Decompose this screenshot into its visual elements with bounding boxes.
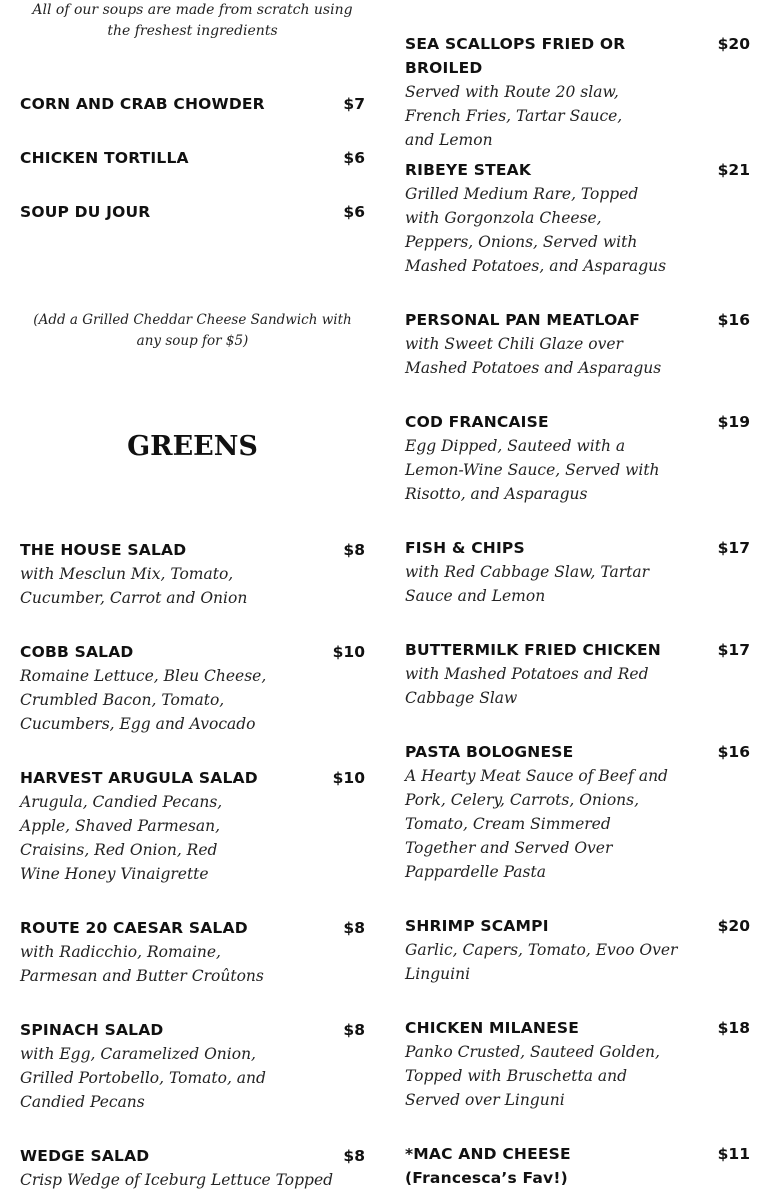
item-name: FISH & CHIPS	[405, 539, 525, 557]
item-price: $8	[343, 919, 365, 937]
menu-item-entree	[405, 1016, 750, 1112]
item-name: THE HOUSE SALAD	[20, 541, 187, 559]
menu-item-entree	[405, 740, 750, 884]
item-price: $17	[717, 641, 750, 659]
item-name: RIBEYE STEAK	[405, 161, 532, 179]
item-description: Arugula, Candied Pecans, Apple, Shaved Parmesan, Craisins, Red Onion, Red Wine Honey Vinaigrette	[20, 793, 223, 883]
soup-intro: All of our soups are made from scratch using the freshest ingredients	[32, 2, 353, 39]
item-price: $18	[717, 1019, 750, 1037]
menu-item-entree	[405, 158, 750, 278]
item-price: $16	[717, 743, 750, 761]
menu-item-entree	[405, 32, 750, 152]
item-description: Romaine Lettuce, Bleu Cheese, Crumbled Bacon, Tomato, Cucumbers, Egg and Avocado	[20, 667, 267, 733]
item-price: $7	[343, 95, 365, 113]
section-title-greens: GREENS	[127, 431, 258, 462]
menu-item-salad	[20, 766, 365, 886]
item-price: $21	[717, 161, 750, 179]
item-description: with Mesclun Mix, Tomato, Cucumber, Carrot and Onion	[20, 565, 248, 607]
item-description: Egg Dipped, Sauteed with a Lemon-Wine Sauce, Served with Risotto, and Asparagus	[405, 437, 660, 503]
item-price: $11	[717, 1145, 750, 1163]
item-price: $16	[717, 311, 750, 329]
item-description: Crisp Wedge of Iceburg Lettuce Topped	[20, 1171, 334, 1189]
menu-item-salad	[20, 1144, 365, 1192]
menu-item-entree	[405, 914, 750, 986]
item-description: Panko Crusted, Sauteed Golden, Topped with Bruschetta and Served over Linguni	[405, 1043, 660, 1109]
item-price: $10	[332, 769, 365, 787]
soup-note: (Add a Grilled Cheddar Cheese Sandwich with any soup for $5)	[33, 312, 352, 349]
item-description: with Egg, Caramelized Onion, Grilled Portobello, Tomato, and Candied Pecans	[20, 1045, 266, 1111]
item-price: $10	[332, 643, 365, 661]
menu-item-salad	[20, 538, 365, 610]
item-price: $20	[717, 917, 750, 935]
item-name: SHRIMP SCAMPI	[405, 917, 549, 935]
item-description: Grilled Medium Rare, Topped with Gorgonzola Cheese, Peppers, Onions, Served with Mashed Potatoes, and Asparagus	[405, 185, 667, 275]
item-name: BUTTERMILK FRIED CHICKEN	[405, 641, 661, 659]
menu-item-entree	[405, 410, 750, 506]
menu-item-salad	[20, 916, 365, 988]
item-description: A Hearty Meat Sauce of Beef and Pork, Celery, Carrots, Onions, Tomato, Cream Simmered Together and Served Over Pappardelle Pasta	[405, 767, 668, 881]
item-name: HARVEST ARUGULA SALAD	[20, 769, 258, 787]
item-name: COBB SALAD	[20, 643, 134, 661]
menu-item-soup	[20, 146, 365, 170]
menu-item-soup	[20, 92, 365, 116]
menu-item-entree	[405, 536, 750, 608]
item-price: $6	[343, 149, 365, 167]
menu-item-salad	[20, 1018, 365, 1114]
menu-item-entree	[405, 1142, 750, 1190]
item-name: SEA SCALLOPS FRIED OR BROILED	[405, 35, 626, 77]
item-description: Garlic, Capers, Tomato, Evoo Over Linguini	[405, 941, 678, 983]
item-name: WEDGE SALAD	[20, 1147, 150, 1165]
item-description: with Sweet Chili Glaze over Mashed Potatoes and Asparagus	[405, 335, 662, 377]
item-name: ROUTE 20 CAESAR SALAD	[20, 919, 248, 937]
item-name: COD FRANCAISE	[405, 413, 549, 431]
item-name: CHICKEN MILANESE	[405, 1019, 580, 1037]
menu-item-salad	[20, 640, 365, 736]
item-description: with Radicchio, Romaine, Parmesan and Butter Croûtons	[20, 943, 264, 985]
item-name: SOUP DU JOUR	[20, 203, 151, 221]
item-name: SPINACH SALAD	[20, 1021, 164, 1039]
item-name: CORN AND CRAB CHOWDER	[20, 95, 265, 113]
item-name: PERSONAL PAN MEATLOAF	[405, 311, 641, 329]
item-price: $17	[717, 539, 750, 557]
item-price: $6	[343, 203, 365, 221]
item-name: CHICKEN TORTILLA	[20, 149, 189, 167]
item-price: $8	[343, 1021, 365, 1039]
item-price: $8	[343, 1147, 365, 1165]
item-description: with Mashed Potatoes and Red Cabbage Slaw	[405, 665, 649, 707]
item-name: PASTA BOLOGNESE	[405, 743, 574, 761]
item-description: Served with Route 20 slaw, French Fries, Tartar Sauce, and Lemon	[405, 83, 623, 149]
menu-item-soup	[20, 200, 365, 224]
item-description: with Red Cabbage Slaw, Tartar Sauce and Lemon	[405, 563, 650, 605]
menu-item-entree	[405, 638, 750, 710]
item-name: *MAC AND CHEESE (Francesca’s Fav!)	[405, 1145, 571, 1187]
menu-item-entree	[405, 308, 750, 380]
item-price: $20	[717, 35, 750, 53]
item-price: $19	[717, 413, 750, 431]
item-price: $8	[343, 541, 365, 559]
